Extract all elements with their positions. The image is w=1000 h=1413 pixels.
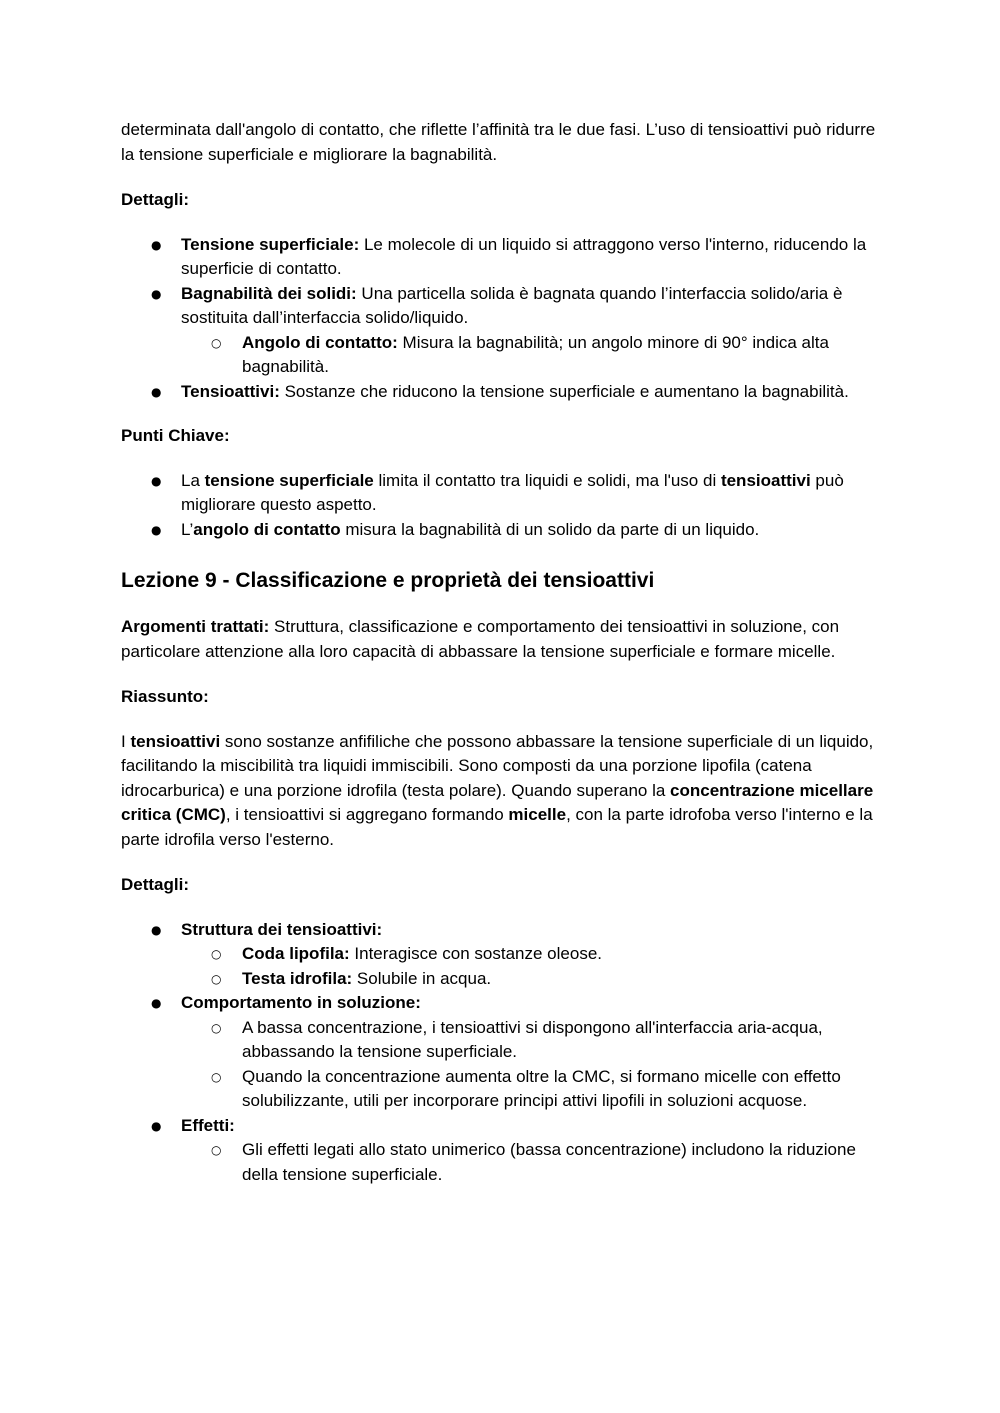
- summary-label: Riassunto:: [121, 687, 209, 706]
- sub-list-item: ○ Coda lipofila: Interagisce con sostanze oleose.: [181, 942, 881, 967]
- key-points-label: Punti Chiave:: [121, 426, 230, 445]
- sub-list-item: ○ Angolo di contatto: Misura la bagnabilità; un angolo minore di 90° indica alta bagnabilità.: [181, 331, 881, 380]
- sub-list: [181, 942, 881, 991]
- sub-list-item: ○ Gli effetti legati allo stato unimerico (bassa concentrazione) includono la riduzione della tensione superficiale.: [181, 1138, 881, 1187]
- sub-list: [181, 1138, 881, 1187]
- list-item: ● Comportamento in soluzione: ○ A bassa concentrazione, i tensioattivi si dispongono all'interfaccia aria-acqua, abbassando la tensione superficiale. ○ Quando la concentrazione aumenta oltre la CMC, si formano micelle con effetto solubilizzante, utili per incorporare principi attivi lipofili in soluzioni acquose.: [121, 991, 881, 1114]
- sub-list-item: ○ A bassa concentrazione, i tensioattivi si dispongono all'interfaccia aria-acqua, abbassando la tensione superficiale.: [181, 1016, 881, 1065]
- intro-paragraph: determinata dall'angolo di contatto, che riflette l’affinità tra le due fasi. L’uso di tensioattivi può ridurre la tensione superficiale e migliorare la bagnabilità.: [121, 120, 876, 164]
- sub-list: [181, 331, 881, 380]
- details-list: [121, 233, 881, 405]
- list-item: ● L’angolo di contatto misura la bagnabilità di un solido da parte di un liquido.: [121, 518, 881, 543]
- list-item: ● La tensione superficiale limita il contatto tra liquidi e solidi, ma l'uso di tensioattivi può migliorare questo aspetto.: [121, 469, 881, 518]
- sub-list: [181, 1016, 881, 1114]
- list-item: ● Bagnabilità dei solidi: Una particella solida è bagnata quando l’interfaccia solido/aria è sostituita dall’interfaccia solido/liquido. ○ Angolo di contatto: Misura la bagnabilità; un angolo minore di 90° indica alta bagnabilità.: [121, 282, 881, 380]
- summary-paragraph: I tensioattivi sono sostanze anfifiliche che possono abbassare la tensione superficiale di un liquido, facilitando la miscibilità tra liquidi immiscibili. Sono composti da una porzione lipofila (catena idrocarburica) e una porzione idrofila (testa polare). Quando superano la concentrazione micellare critica (CMC), i tensioattivi si aggregano formando micelle, con la parte idrofoba verso l'interno e la parte idrofila verso l'esterno.: [121, 731, 874, 849]
- details-list-2: [121, 918, 881, 1188]
- lesson-heading: Lezione 9 - Classificazione e proprietà dei tensioattivi: [121, 569, 655, 592]
- key-points-list: [121, 469, 881, 543]
- list-item: ● Tensioattivi: Sostanze che riducono la tensione superficiale e aumentano la bagnabilità.: [121, 380, 881, 405]
- details-label-2: Dettagli:: [121, 875, 189, 894]
- sub-list-item: ○ Testa idrofila: Solubile in acqua.: [181, 967, 881, 992]
- list-item: ● Struttura dei tensioattivi: ○ Coda lipofila: Interagisce con sostanze oleose. ○ Testa idrofila: Solubile in acqua.: [121, 918, 881, 992]
- document-page: [121, 118, 881, 1187]
- details-label: Dettagli:: [121, 190, 189, 209]
- list-item: ● Tensione superficiale: Le molecole di un liquido si attraggono verso l'interno, riducendo la superficie di contatto.: [121, 233, 881, 282]
- topics-paragraph: Argomenti trattati: Struttura, classificazione e comportamento dei tensioattivi in soluzione, con particolare attenzione alla loro capacità di abbassare la tensione superficiale e formare micelle.: [121, 617, 840, 661]
- sub-list-item: ○ Quando la concentrazione aumenta oltre la CMC, si formano micelle con effetto solubilizzante, utili per incorporare principi attivi lipofili in soluzioni acquose.: [181, 1065, 881, 1114]
- list-item: ● Effetti: ○ Gli effetti legati allo stato unimerico (bassa concentrazione) includono la riduzione della tensione superficiale.: [121, 1114, 881, 1188]
